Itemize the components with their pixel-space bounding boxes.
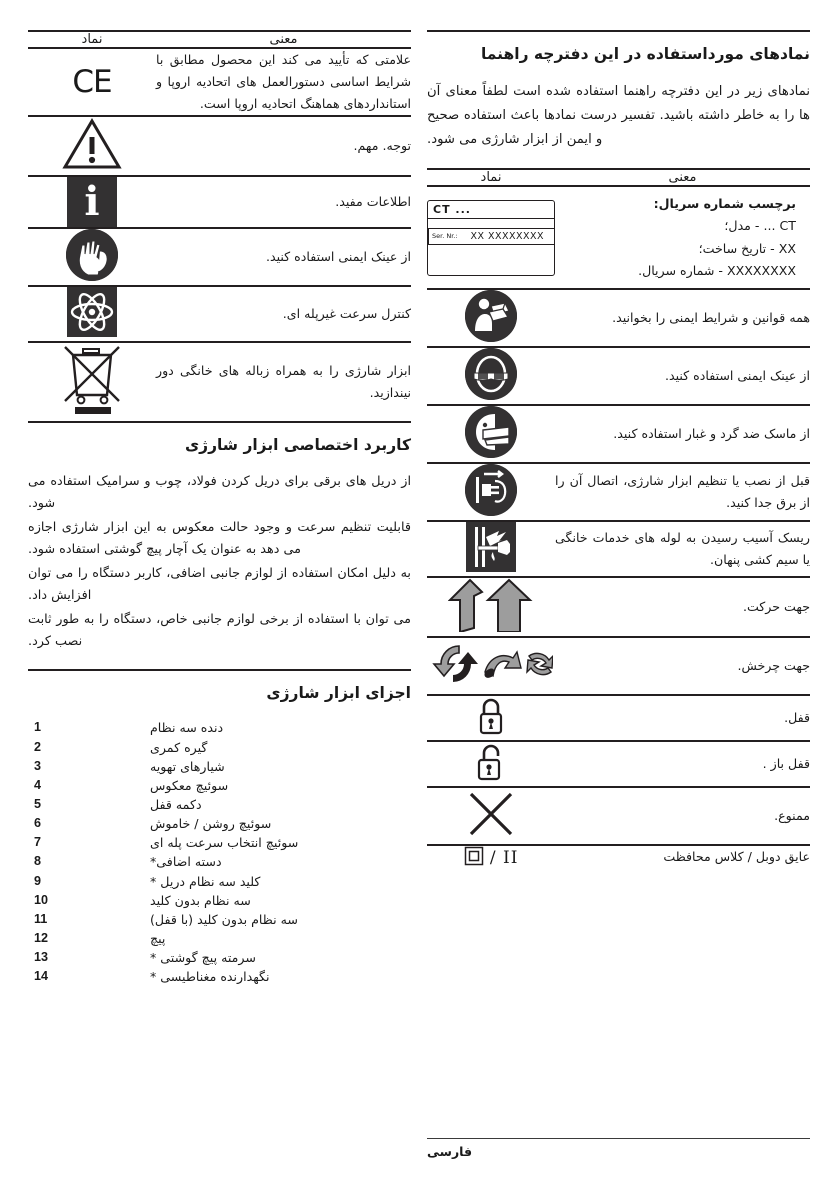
applications-paragraph: از دریل های برقی برای دریل کردن فولاد، چوب و سرامیک استفاده می شود. xyxy=(28,473,411,511)
meaning-cell: توجه. مهم. xyxy=(156,116,411,176)
list-item xyxy=(28,833,411,852)
list-item xyxy=(28,910,411,929)
table-row xyxy=(427,741,810,787)
lock-open-icon xyxy=(476,742,506,786)
meaning-cell: از ماسک ضد گرد و غبار استفاده کنید. xyxy=(555,405,810,463)
list-item xyxy=(28,852,411,871)
direction-of-rotation-icon xyxy=(429,638,553,694)
list-item xyxy=(28,795,411,814)
list-item xyxy=(28,757,411,776)
table-row xyxy=(28,48,411,116)
table-row xyxy=(427,186,810,290)
weee-no-household-waste-icon xyxy=(61,343,123,421)
symbol-cell xyxy=(427,347,555,405)
meaning-cell: ممنوع. xyxy=(555,787,810,845)
right-column xyxy=(427,30,810,868)
column-header-meaning: معنی xyxy=(269,32,298,47)
meaning-cell xyxy=(555,186,810,290)
footer-language-label: فارسی xyxy=(427,1144,473,1159)
symbol-cell xyxy=(427,521,555,577)
meaning-cell: جهت حرکت. xyxy=(555,577,810,637)
warning-triangle-icon xyxy=(62,117,122,175)
symbol-cell xyxy=(28,286,156,342)
meaning-cell: ابزار شارژی را به همراه زباله های خانگی دور نیندازید. xyxy=(156,342,411,421)
part-label: دکمه قفل xyxy=(150,797,202,813)
meaning-cell: قفل باز . xyxy=(555,741,810,787)
applications-paragraph: به دلیل امکان استفاده از لوازم جانبی اضافی، کاربر دستگاه را می توان افزایش داد. xyxy=(28,565,411,603)
serial-box-header: CT ... xyxy=(428,201,554,219)
symbol-cell xyxy=(427,577,555,637)
table-row xyxy=(28,228,411,286)
serial-box-footer-area xyxy=(428,245,554,275)
symbol-cell xyxy=(427,637,555,695)
part-label: سوئیچ انتخاب سرعت پله ای xyxy=(150,835,299,851)
symbol-cell xyxy=(28,176,156,228)
part-label: سه نظام بدون کلید xyxy=(150,892,251,908)
table-row xyxy=(28,286,411,342)
table-header-row xyxy=(28,32,411,48)
table-row xyxy=(427,695,810,741)
serial-explanation xyxy=(555,187,810,289)
symbol-cell xyxy=(427,845,555,868)
symbols-table-right xyxy=(427,170,810,869)
list-item xyxy=(28,891,411,910)
serial-box-data-row xyxy=(428,229,554,245)
table-row xyxy=(427,845,810,868)
applications-paragraph: می توان با استفاده از برخی لوازم جانبی خاص، دستگاه را به طور ثابت نصب کرد. xyxy=(28,611,411,649)
applications-heading: کاربرد اختصاصی ابزار شارژی xyxy=(184,436,411,455)
symbol-cell xyxy=(28,116,156,176)
stepless-speed-control-icon xyxy=(67,287,117,337)
serial-number-label-icon xyxy=(427,200,555,276)
serial-box-blank-row xyxy=(428,219,554,229)
list-item xyxy=(28,814,411,833)
safety-gloves-icon xyxy=(66,229,118,281)
part-number: 5 xyxy=(34,797,42,812)
hidden-pipes-wires-hazard-icon xyxy=(466,522,516,572)
meaning-cell: قفل. xyxy=(555,695,810,741)
parts-top-rule xyxy=(28,669,411,671)
page-title: نمادهای مورداستفاده در این دفترچه راهنما xyxy=(480,45,810,63)
applications-top-rule xyxy=(28,421,411,423)
list-item xyxy=(28,738,411,757)
part-number: 6 xyxy=(34,816,42,831)
double-insulation-icon xyxy=(464,848,519,868)
symbol-cell xyxy=(427,787,555,845)
serial-box-label: Ser. Nr.: xyxy=(428,229,461,244)
table-row xyxy=(427,637,810,695)
direction-of-movement-icon xyxy=(448,578,534,636)
part-number: 12 xyxy=(34,931,49,946)
table-row xyxy=(427,577,810,637)
page-footer xyxy=(427,1138,810,1159)
part-number: 9 xyxy=(34,873,42,888)
table-row xyxy=(28,176,411,228)
serial-line-date: XX - تاریخ ساخت؛ xyxy=(698,240,796,256)
symbol-cell xyxy=(28,48,156,116)
part-label: نگهدارنده مغناطیسی * xyxy=(150,969,270,985)
symbol-cell xyxy=(427,741,555,787)
table-row xyxy=(427,405,810,463)
table-row xyxy=(427,463,810,521)
column-header-symbol: نماد xyxy=(480,169,502,185)
table-row xyxy=(427,521,810,577)
intro-paragraph: نمادهای زیر در این دفترچه راهنما استفاده شده است لطفاً معنای آن ها را به خاطر داشته باشید. تفسیر درست نمادها باعث استفاده صحیح و ایمن از ابزار شارژی می شود. xyxy=(427,83,810,147)
list-item xyxy=(28,718,411,737)
meaning-cell: قبل از نصب یا تنظیم ابزار شارژی، اتصال آن را از برق جدا کنید. xyxy=(555,463,810,521)
part-label: دسته اضافی* xyxy=(150,854,222,870)
symbol-cell xyxy=(427,463,555,521)
left-column xyxy=(28,30,411,986)
parts-list xyxy=(28,718,411,986)
symbol-cell xyxy=(28,228,156,286)
list-item xyxy=(28,776,411,795)
symbols-table-left xyxy=(28,32,411,421)
table-row xyxy=(427,347,810,405)
footer-rule xyxy=(427,1138,810,1139)
part-label: سرمته پیچ گوشتی * xyxy=(150,950,256,966)
part-number: 11 xyxy=(34,911,48,926)
meaning-cell: از عینک ایمنی استفاده کنید. xyxy=(555,347,810,405)
serial-line-model: CT ... - مدل؛ xyxy=(724,218,796,234)
meaning-cell: از عینک ایمنی استفاده کنید. xyxy=(156,228,411,286)
list-item xyxy=(28,872,411,891)
symbol-cell xyxy=(427,289,555,347)
read-manual-icon xyxy=(465,290,517,342)
part-label: گیره کمری xyxy=(150,739,208,755)
lock-closed-icon xyxy=(476,696,506,740)
information-icon xyxy=(67,177,117,227)
column-header-symbol: نماد xyxy=(81,32,103,47)
symbol-cell xyxy=(427,405,555,463)
serial-box-value: XX XXXXXXXX xyxy=(470,230,545,242)
safety-goggles-icon xyxy=(465,348,517,400)
meaning-cell: علامتی که تأیید می کند این محصول مطابق با شرایط اساسی دستورالعمل های اتحادیه اروپا و استانداردهای هماهنگ اتحادیه اروپا است. xyxy=(156,48,411,116)
prohibited-icon xyxy=(465,788,517,844)
parts-heading: اجزای ابزار شارژی xyxy=(266,683,411,702)
top-rule-right xyxy=(427,30,810,32)
part-label: سوئیچ معکوس xyxy=(150,777,229,793)
info-letter: i xyxy=(84,178,100,226)
part-label: شیارهای تهویه xyxy=(150,758,225,774)
part-number: 8 xyxy=(34,854,42,869)
meaning-cell: همه قوانین و شرایط ایمنی را بخوانید. xyxy=(555,289,810,347)
meaning-cell: ریسک آسیب رسیدن به لوله های خدمات خانگی یا سیم کشی پنهان. xyxy=(555,521,810,577)
part-number: 1 xyxy=(34,720,42,735)
part-label: دنده سه نظام xyxy=(150,720,224,736)
table-row xyxy=(28,342,411,421)
applications-paragraph: قابلیت تنظیم سرعت و وجود حالت معکوس به این ابزار شارژی اجازه می دهد به عنوان یک آچار پیچ گوشتی استفاده شود. xyxy=(28,519,411,557)
symbol-cell xyxy=(427,186,555,290)
dust-mask-icon xyxy=(465,406,517,458)
part-number: 13 xyxy=(34,950,49,965)
list-item xyxy=(28,929,411,948)
part-number: 4 xyxy=(34,777,42,792)
part-label: سه نظام بدون کلید (با قفل) xyxy=(150,911,298,927)
table-row xyxy=(427,787,810,845)
serial-title: برچسب شماره سریال: xyxy=(653,195,796,211)
meaning-cell: اطلاعات مفید. xyxy=(156,176,411,228)
symbol-cell xyxy=(427,695,555,741)
part-label: سوئیچ روشن / خاموش xyxy=(150,816,272,832)
part-number: 7 xyxy=(34,835,42,850)
part-number: 14 xyxy=(34,969,49,984)
column-header-meaning: معنی xyxy=(668,169,697,185)
unplug-icon xyxy=(465,464,517,516)
part-number: 3 xyxy=(34,758,42,773)
symbol-cell xyxy=(28,342,156,421)
table-row xyxy=(427,289,810,347)
class-two-text: II / xyxy=(483,848,519,869)
ce-mark-icon: CE xyxy=(72,63,112,100)
table-header-row xyxy=(427,170,810,186)
serial-line-number: XXXXXXXX - شماره سریال. xyxy=(638,262,796,278)
part-label: کلید سه نظام دریل * xyxy=(150,873,261,889)
table-row xyxy=(28,116,411,176)
part-label: پیچ xyxy=(150,931,166,947)
part-number: 10 xyxy=(34,892,49,907)
part-number: 2 xyxy=(34,739,42,754)
list-item xyxy=(28,948,411,967)
meaning-cell: جهت چرخش. xyxy=(555,637,810,695)
meaning-cell: کنترل سرعت غیرپله ای. xyxy=(156,286,411,342)
list-item xyxy=(28,967,411,986)
meaning-cell: عایق دوبل / کلاس محافظت xyxy=(555,845,810,868)
